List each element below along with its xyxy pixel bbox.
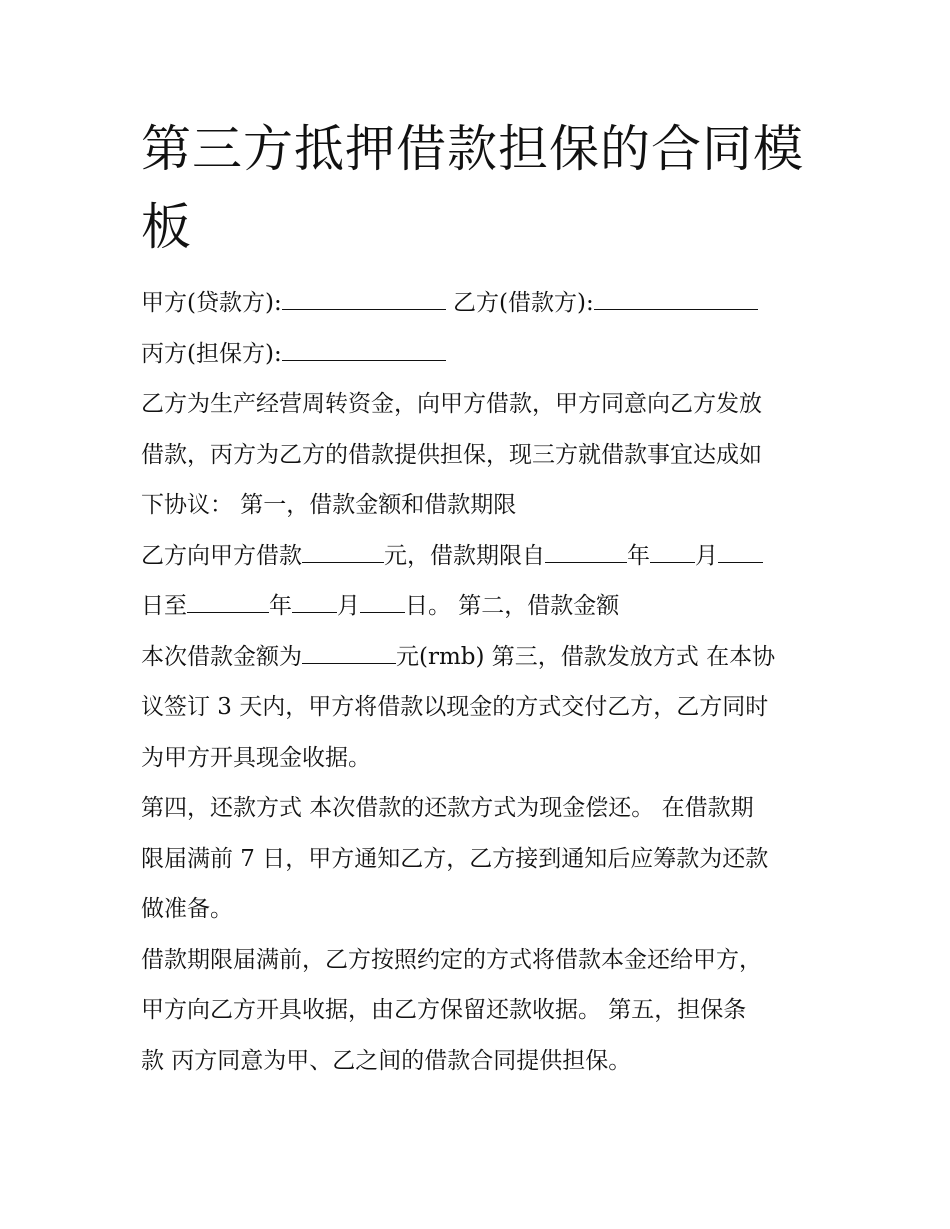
start-day-blank <box>718 546 763 563</box>
party-b-label: 乙方(借款方): <box>453 290 594 316</box>
body-text: 乙方向甲方借款 <box>141 542 302 569</box>
body-text: 日。 第二，借款金额 <box>405 593 620 619</box>
start-year-blank <box>545 546 627 563</box>
body-line: 做准备。 <box>141 896 233 922</box>
body-line: 借款，丙方为乙方的借款提供担保，现三方就借款事宜达成如 <box>141 441 762 468</box>
body-text: 年 <box>627 542 650 569</box>
body-line: 乙方为生产经营周转资金，向甲方借款，甲方同意向乙方发放 <box>141 391 762 417</box>
body-text: 月 <box>695 542 718 569</box>
parties-line-2 <box>141 329 821 380</box>
body-line: 限届满前 7 日，甲方通知乙方，乙方接到通知后应筹款为还款 <box>141 845 769 872</box>
document-page <box>141 110 821 1086</box>
body-text: 月 <box>337 593 360 619</box>
party-c-label: 丙方(担保方): <box>141 340 282 367</box>
body-line: 款 丙方同意为甲、乙之间的借款合同提供担保。 <box>141 1047 632 1074</box>
body-text: 日至 <box>141 593 187 619</box>
loan-term-line-1 <box>141 531 821 582</box>
end-month-blank <box>292 596 337 613</box>
body-text: 元，借款期限自 <box>384 542 545 569</box>
party-a-blank <box>282 293 446 310</box>
document-title: 第三方抵押借款担保的合同模板 <box>141 120 804 256</box>
body-line: 议签订 3 天内，甲方将借款以现金的方式交付乙方，乙方同时 <box>141 694 769 720</box>
body-line: 借款期限届满前，乙方按照约定的方式将借款本金还给甲方， <box>141 946 762 973</box>
party-b-blank <box>594 293 758 310</box>
body-text: 本次借款金额为 <box>141 643 302 670</box>
loan-amount-blank <box>302 546 384 563</box>
amount-line-1 <box>141 632 821 683</box>
loan-term-line-2 <box>141 581 821 632</box>
start-month-blank <box>650 546 695 563</box>
body-line: 第四，还款方式 本次借款的还款方式为现金偿还。 在借款期 <box>141 795 754 821</box>
party-a-label: 甲方(贷款方): <box>141 290 282 316</box>
party-c-blank <box>282 344 446 361</box>
end-year-blank <box>187 596 269 613</box>
body-line: 甲方向乙方开具收据，由乙方保留还款收据。 第五，担保条 <box>141 997 747 1023</box>
body-line: 为甲方开具现金收据。 <box>141 744 371 771</box>
body-text: 元(rmb) 第三，借款发放方式 在本协 <box>396 643 776 670</box>
body-line: 下协议： 第一，借款金额和借款期限 <box>141 492 517 518</box>
amount-blank <box>302 647 396 664</box>
parties-line-1 <box>141 278 821 329</box>
body-text: 年 <box>269 593 292 619</box>
end-day-blank <box>360 596 405 613</box>
